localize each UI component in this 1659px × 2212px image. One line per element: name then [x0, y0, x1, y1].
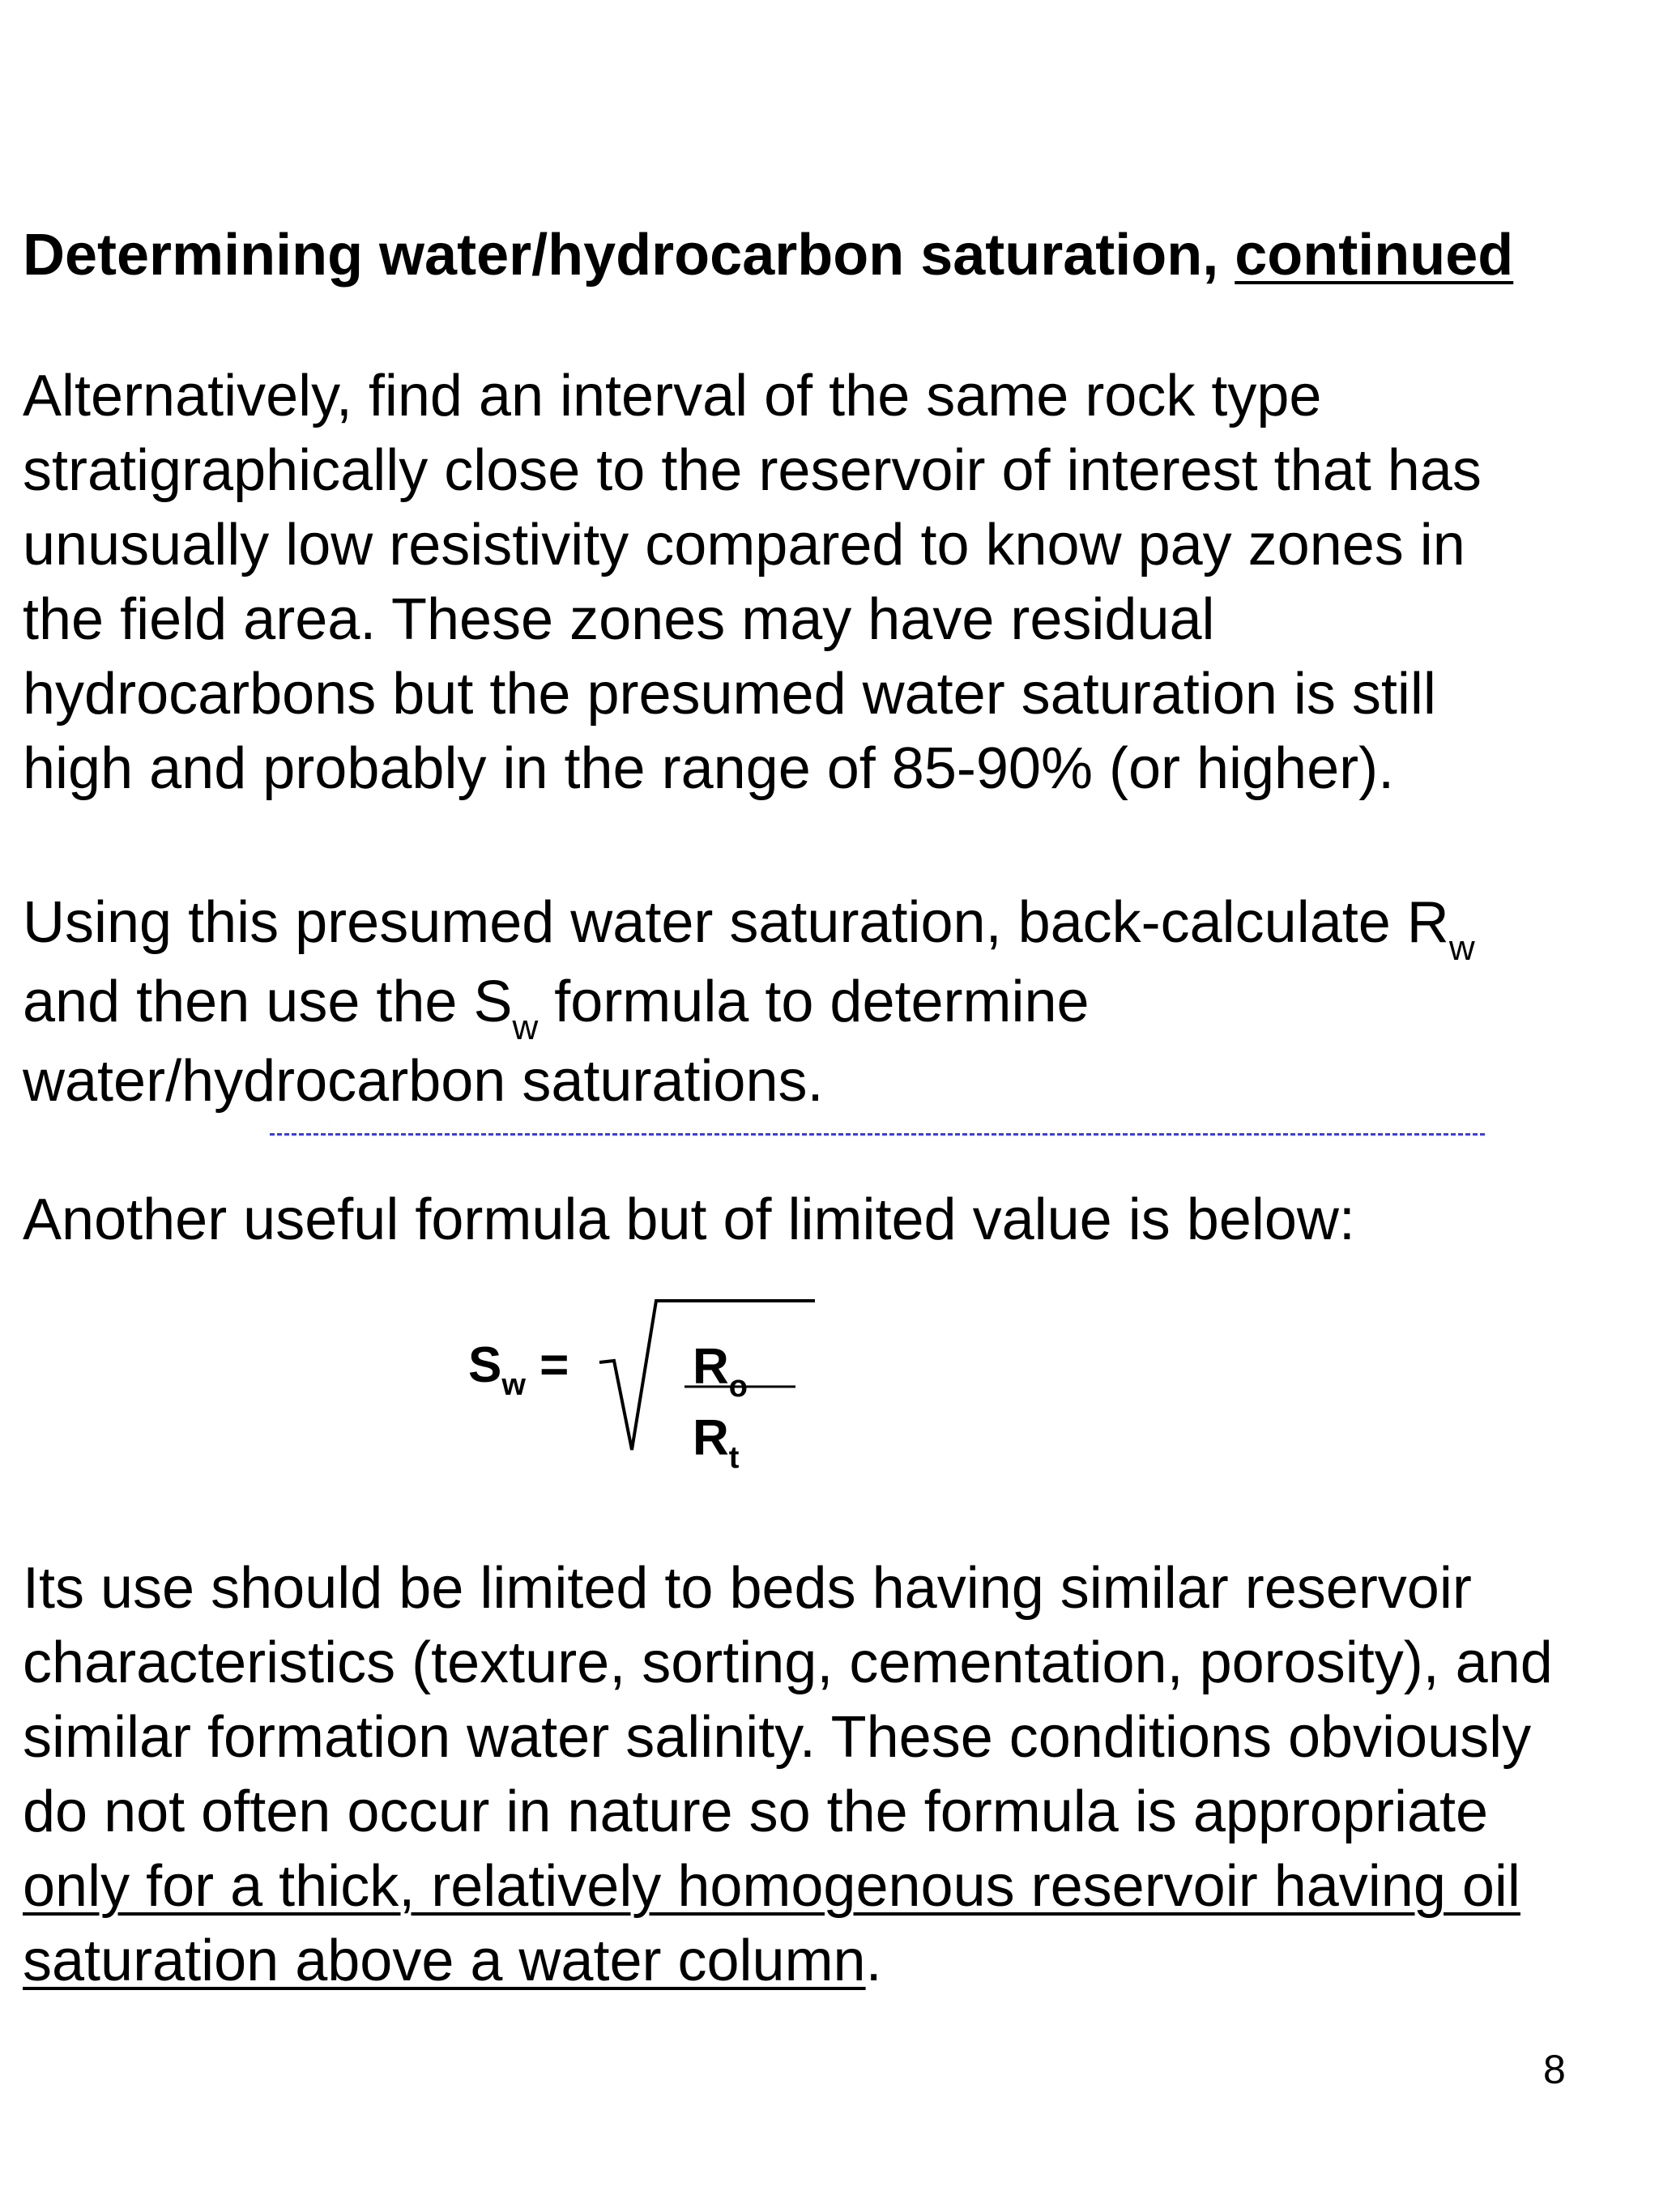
- formula-subscript: o: [728, 1370, 748, 1404]
- paragraph-line: hydrocarbons but the presumed water saturation is still: [23, 662, 1436, 727]
- page-number: 8: [1543, 2047, 1566, 2092]
- paragraph-line: the field area. These zones may have residual: [23, 587, 1215, 652]
- paragraph-line: similar formation water salinity. These conditions obviously: [23, 1705, 1532, 1770]
- formula-denominator: [693, 1409, 740, 1475]
- text-run: Using this presumed water saturation, back-calculate R: [23, 890, 1449, 955]
- paragraph-line: unusually low resistivity compared to know pay zones in: [23, 513, 1465, 578]
- subscript: w: [512, 1008, 539, 1047]
- formula-equals: =: [525, 1337, 569, 1393]
- paragraph-line: Alternatively, find an interval of the same rock type: [23, 364, 1322, 428]
- title-continued: continued: [1235, 223, 1514, 288]
- paragraph-line: high and probably in the range of 85-90% (or higher).: [23, 736, 1395, 801]
- formula-numerator: [693, 1338, 748, 1404]
- sw-formula: [462, 1288, 834, 1482]
- underlined-text: only for a thick, relatively homogenous reservoir having oil: [23, 1854, 1520, 1919]
- text-run: formula to determine: [538, 970, 1090, 1034]
- paragraph-line: [23, 1924, 1553, 1998]
- formula-subscript: t: [728, 1441, 740, 1475]
- paragraph-line: [23, 883, 1475, 968]
- paragraph-another-formula: Another useful formula but of limited value is below:: [23, 1187, 1355, 1252]
- formula-symbol: S: [468, 1337, 502, 1393]
- formula-lhs: [468, 1336, 569, 1402]
- paragraph-line: do not often occur in nature so the formula is appropriate: [23, 1779, 1489, 1844]
- title-main: Determining water/hydrocarbon saturation,: [23, 223, 1235, 288]
- paragraph-line: [23, 962, 1475, 1047]
- paragraph-line: stratigraphically close to the reservoir of interest that has: [23, 438, 1482, 503]
- formula-subscript: w: [501, 1368, 526, 1402]
- paragraph-line: Its use should be limited to beds having similar reservoir: [23, 1556, 1472, 1621]
- paragraph-line: [23, 1849, 1553, 1924]
- formula-symbol: R: [693, 1410, 729, 1466]
- subscript: w: [1448, 928, 1475, 968]
- text-run: and then use the S: [23, 970, 513, 1034]
- paragraph-line: water/hydrocarbon saturations.: [23, 1049, 824, 1114]
- paragraph-back-calculate: [23, 883, 1475, 1121]
- text-run: .: [865, 1929, 882, 1993]
- paragraph-alternative-method: [23, 359, 1482, 806]
- paragraph-line: characteristics (texture, sorting, cementation, porosity), and: [23, 1630, 1553, 1695]
- underlined-text: saturation above a water column: [23, 1929, 866, 1993]
- page-title: [23, 220, 1513, 290]
- formula-symbol: R: [693, 1339, 729, 1395]
- dashed-divider: [270, 1133, 1485, 1136]
- paragraph-limitations: [23, 1551, 1553, 1998]
